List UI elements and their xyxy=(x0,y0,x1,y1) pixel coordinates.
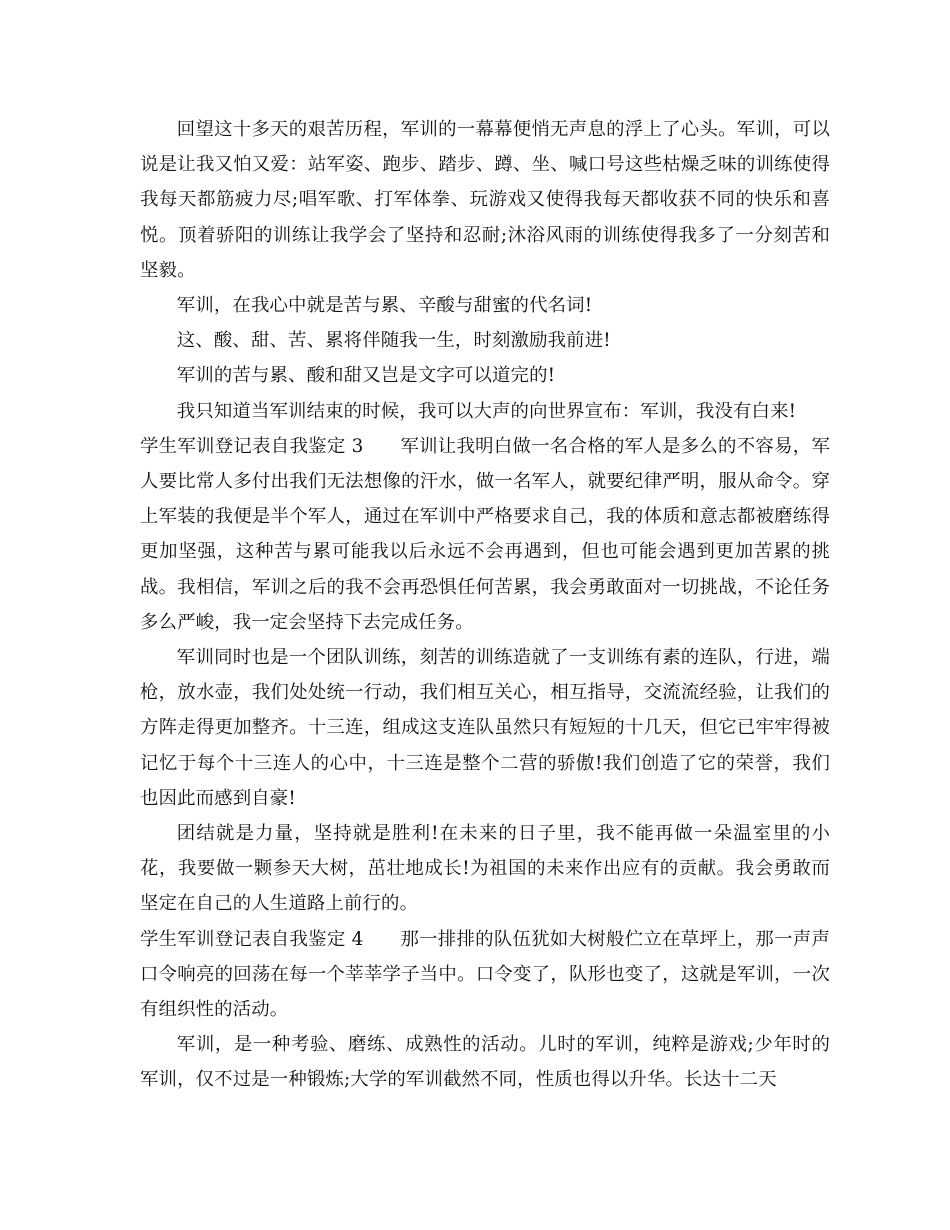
paragraph: 军训的苦与累、酸和甜又岂是文字可以道完的! xyxy=(176,365,556,387)
section-4-heading: 学生军训登记表自我鉴定 4 xyxy=(140,928,364,950)
paragraph: 军训同时也是一个团队训练，刻苦的训练造就了一支训练有素的连队，行进，端枪，放水壶，我们处处统一行动，我们相互关心，相互指导，交流流经验，让我们的方阵走得更加整齐。十三连，组成这支连队虽然只有短短的十几天，但它已牢牢得被记忆于每个十三连人的心中，十三连是整个二营的骄傲!我们创造了它的荣誉，我们也因此而感到自豪! xyxy=(140,647,830,809)
document-body xyxy=(140,112,830,1098)
paragraph: 军训，在我心中就是苦与累、辛酸与甜蜜的代名词! xyxy=(176,295,593,317)
section-3-heading: 学生军训登记表自我鉴定 3 xyxy=(140,435,364,457)
section-3-first-text: 军训让我明白做一名合格的军人是多么的不容易，军人要比常人多付出我们无法想像的汗水，做一名军人，就要纪律严明，服从命令。穿上军装的我便是半个军人，通过在军训中严格要求自己，我的体质和意志都被磨练得更加坚强，这种苦与累可能我以后永远不会再遇到，但也可能会遇到更加苦累的挑战。我相信，军训之后的我不会再恐惧任何苦累，我会勇敢面对一切挑战，不论任务多么严峻，我一定会坚持下去完成任务。 xyxy=(140,435,830,633)
section-4-first-text: 那一排排的队伍犹如大树般伫立在草坪上，那一声声口令响亮的回荡在每一个莘莘学子当中。口令变了，队形也变了，这就是军训，一次有组织性的活动。 xyxy=(140,928,830,1021)
paragraph: 这、酸、甜、苦、累将伴随我一生，时刻激励我前进! xyxy=(176,330,611,352)
paragraph: 回望这十多天的艰苦历程，军训的一幕幕便悄无声息的浮上了心头。军训，可以说是让我又怕又爱：站军姿、跑步、踏步、蹲、坐、喊口号这些枯燥乏味的训练使得我每天都筋疲力尽;唱军歌、打军体拳、玩游戏又使得我每天都收获不同的快乐和喜悦。顶着骄阳的训练让我学会了坚持和忍耐;沐浴风雨的训练使得我多了一分刻苦和坚毅。 xyxy=(140,119,830,281)
paragraph: 团结就是力量，坚持就是胜利!在未来的日子里，我不能再做一朵温室里的小花，我要做一颗参天大树，茁壮地成长!为祖国的未来作出应有的贡献。我会勇敢而坚定在自己的人生道路上前行的。 xyxy=(140,823,830,915)
section-3-opening xyxy=(140,429,830,640)
paragraph: 我只知道当军训结束的时候，我可以大声的向世界宣布：军训，我没有白来! xyxy=(176,400,797,422)
paragraph: 军训，是一种考验、磨练、成熟性的活动。儿时的军训，纯粹是游戏;少年时的军训，仅不过是一种锻炼;大学的军训截然不同，性质也得以升华。长达十二天 xyxy=(140,1034,830,1091)
section-4-opening xyxy=(140,922,830,1028)
